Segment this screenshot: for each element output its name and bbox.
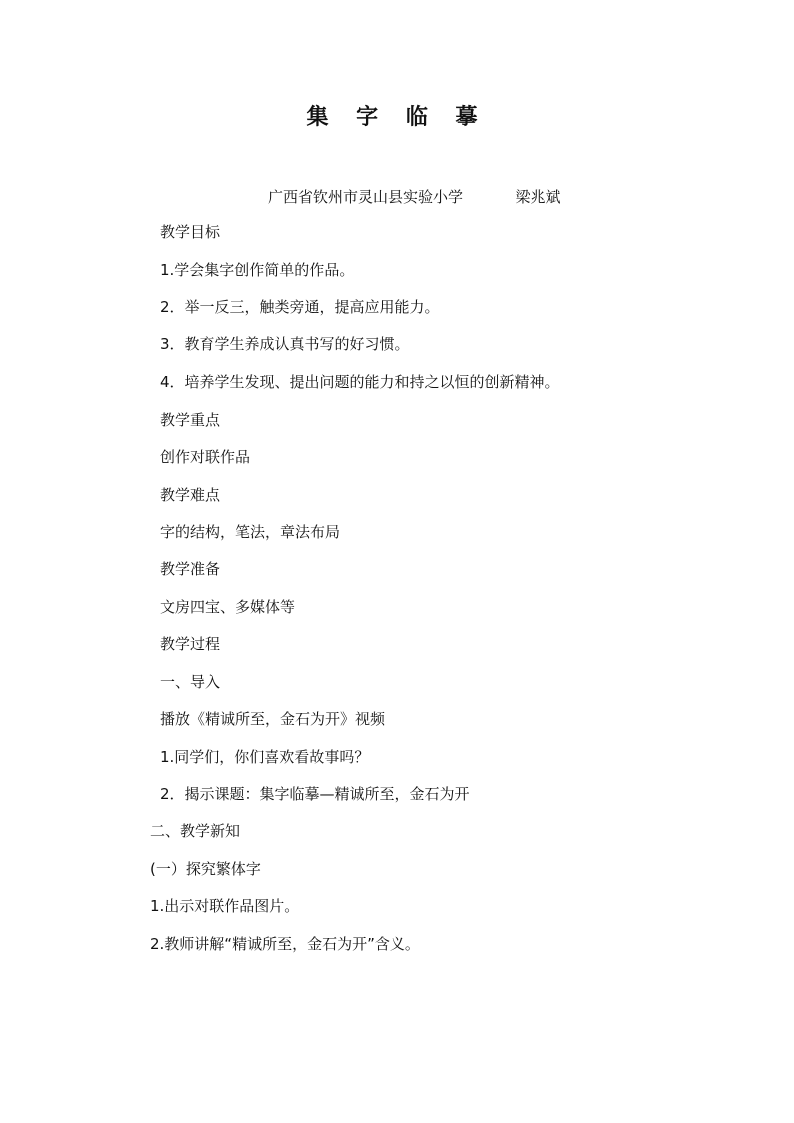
new-knowledge-step-2: 2.教师讲解“精诚所至，金石为开”含义。 — [150, 935, 420, 953]
teaching-focus-text: 创作对联作品 — [160, 448, 251, 466]
heading-teaching-preparation: 教学准备 — [160, 560, 221, 578]
objective-1: 1.学会集字创作简单的作品。 — [160, 261, 355, 279]
document-title: 集 字 临 摹 — [306, 105, 488, 130]
author-line: 广西省钦州市灵山县实验小学 梁兆斌 — [268, 188, 561, 206]
section-introduction: 一、导入 — [160, 673, 221, 691]
objective-2: 2．举一反三，触类旁通，提高应用能力。 — [160, 298, 440, 316]
introduction-video: 播放《精诚所至，金石为开》视频 — [160, 710, 386, 728]
heading-teaching-difficulty: 教学难点 — [160, 486, 221, 504]
heading-teaching-objectives: 教学目标 — [160, 223, 221, 241]
section-new-knowledge: 二、教学新知 — [150, 822, 241, 840]
objective-3: 3．教育学生养成认真书写的好习惯。 — [160, 335, 410, 353]
teaching-preparation-text: 文房四宝、多媒体等 — [160, 598, 296, 616]
introduction-step-1: 1.同学们，你们喜欢看故事吗？ — [160, 748, 370, 766]
heading-teaching-process: 教学过程 — [160, 635, 221, 653]
teaching-difficulty-text: 字的结构，笔法，章法布局 — [160, 523, 341, 541]
objective-4: 4．培养学生发现、提出问题的能力和持之以恒的创新精神。 — [160, 373, 560, 391]
new-knowledge-step-1: 1.出示对联作品图片。 — [150, 897, 300, 915]
introduction-step-2: 2．揭示课题：集字临摹—精诚所至，金石为开 — [160, 785, 470, 803]
subsection-traditional-characters: (一）探究繁体字 — [150, 860, 261, 878]
heading-teaching-focus: 教学重点 — [160, 411, 221, 429]
